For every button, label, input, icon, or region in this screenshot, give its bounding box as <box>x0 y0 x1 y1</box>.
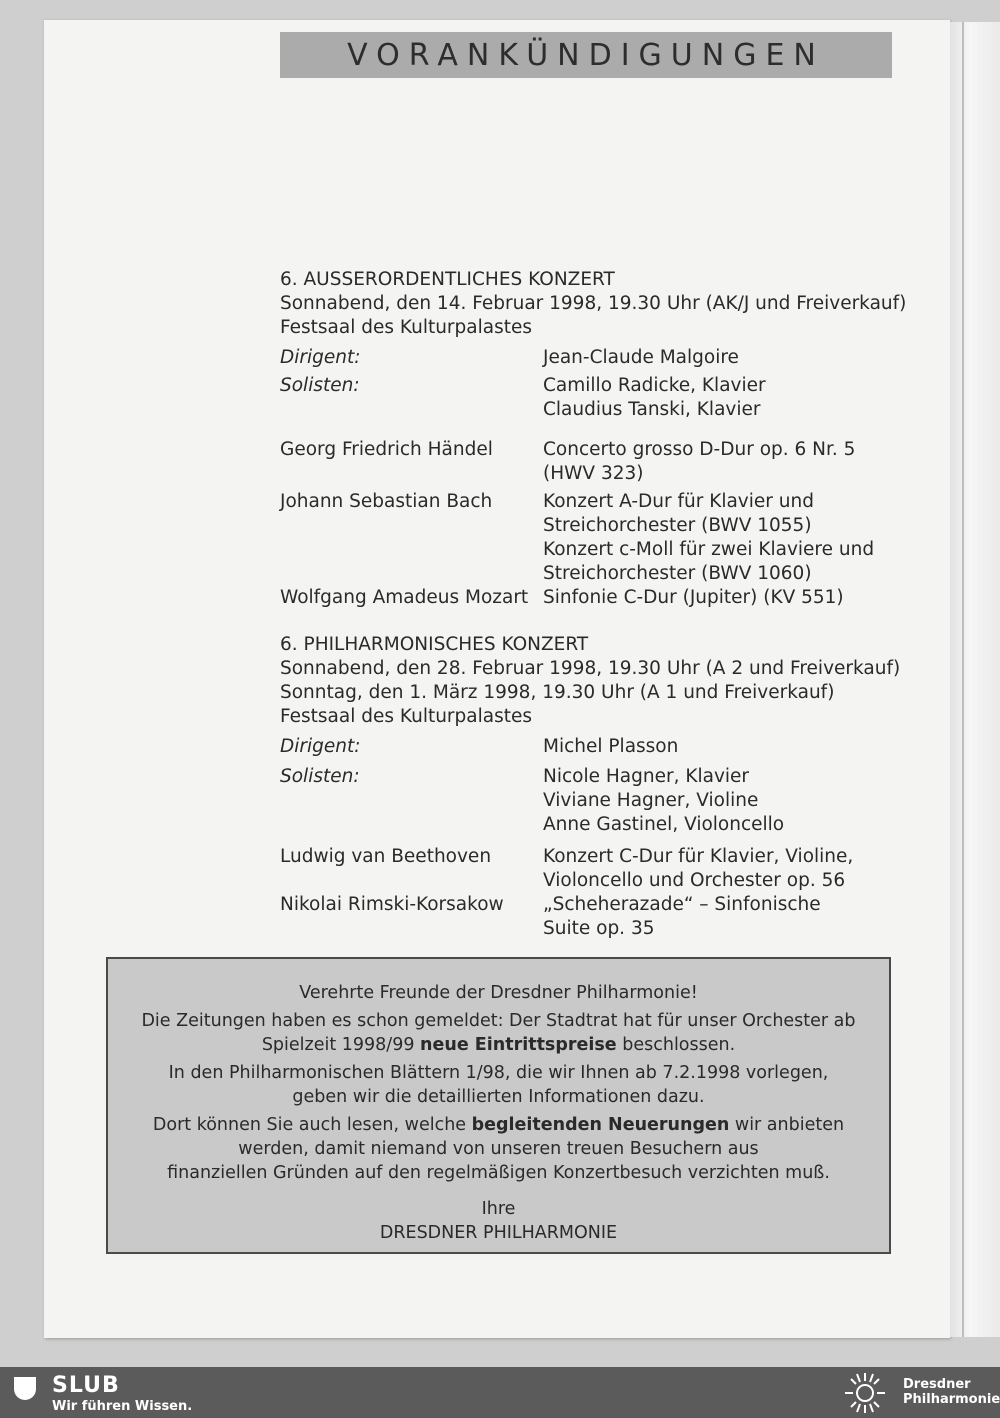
composer-name: Georg Friedrich Händel <box>280 439 493 460</box>
composer-name: Wolfgang Amadeus Mozart <box>280 587 529 608</box>
work-line: Violoncello und Orchester op. 56 <box>543 870 846 891</box>
notice-line: geben wir die detaillierten Informationen dazu. <box>292 1087 705 1107</box>
concert-2-soloists-row <box>280 765 900 837</box>
conductor-label: Dirigent: <box>280 347 361 368</box>
slub-logo-icon[interactable] <box>12 1375 38 1401</box>
work-line: Sinfonie C-Dur (Jupiter) (KV 551) <box>543 587 844 608</box>
notice-line: In den Philharmonischen Blättern 1/98, die wir Ihnen ab 7.2.1998 vorlegen, <box>168 1063 829 1083</box>
concert-1-title: 6. AUSSERORDENTLICHES KONZERT <box>280 269 615 290</box>
notice-box <box>106 957 891 1254</box>
footer-bar <box>0 1367 1000 1418</box>
notice-line <box>108 1033 889 1057</box>
soloists-label: Solisten: <box>280 375 360 396</box>
concert-1-soloists-row <box>280 374 906 422</box>
partner-line: Dresdner <box>903 1377 971 1392</box>
text-run: wir anbieten <box>729 1115 845 1135</box>
page-spine <box>950 22 1000 1337</box>
program-row-rimski-korsakow <box>280 893 900 941</box>
work-line: „Scheherazade“ – Sinfonische <box>543 894 821 915</box>
work-line: Concerto grosso D-Dur op. 6 Nr. 5 <box>543 439 856 460</box>
soloist: Camillo Radicke, Klavier <box>543 375 766 396</box>
dresdner-philharmonie-logo-icon[interactable] <box>842 1371 888 1415</box>
header-bar <box>280 32 892 78</box>
page-title: VORANKÜNDIGUNGEN <box>347 38 825 73</box>
text-run: Dort können Sie auch lesen, welche <box>152 1115 472 1135</box>
highlight-text: begleitenden Neuerungen <box>471 1115 730 1135</box>
dresdner-philharmonie-name[interactable] <box>903 1377 1000 1407</box>
notice-line: Die Zeitungen haben es schon gemeldet: Der Stadtrat hat für unser Orchester ab <box>141 1011 856 1031</box>
concert-1-conductor-row <box>280 346 906 370</box>
notice-line <box>108 1113 889 1137</box>
concert-2-conductor-row <box>280 735 900 759</box>
soloist: Claudius Tanski, Klavier <box>543 399 761 420</box>
program-row-mozart <box>280 586 906 610</box>
soloist: Anne Gastinel, Violoncello <box>543 814 785 835</box>
notice-greeting: Verehrte Freunde der Dresdner Philharmonie! <box>299 983 698 1003</box>
text-run: Spielzeit 1998/99 <box>261 1035 421 1055</box>
program-row-handel <box>280 438 906 486</box>
notice-signature: DRESDNER PHILHARMONIE <box>379 1223 618 1243</box>
notice-line: werden, damit niemand von unseren treuen Besuchern aus <box>238 1139 759 1159</box>
slub-tagline: Wir führen Wissen. <box>52 1399 193 1414</box>
concert-1 <box>280 268 906 610</box>
work-line: Streichorchester (BWV 1055) <box>543 515 812 536</box>
text-run: beschlossen. <box>616 1035 736 1055</box>
notice-closing: Ihre <box>481 1199 516 1219</box>
conductor-name: Jean-Claude Malgoire <box>543 347 739 368</box>
program-row-beethoven <box>280 845 900 893</box>
soloist: Nicole Hagner, Klavier <box>543 766 750 787</box>
composer-name: Nikolai Rimski-Korsakow <box>280 894 504 915</box>
spine-line <box>962 22 964 1337</box>
partner-line: Philharmonie <box>903 1392 1000 1407</box>
conductor-label: Dirigent: <box>280 736 361 757</box>
concert-2-date-2: Sonntag, den 1. März 1998, 19.30 Uhr (A 1 und Freiverkauf) <box>280 682 835 703</box>
notice-line: finanziellen Gründen auf den regelmäßigen Konzertbesuch verzichten muß. <box>167 1163 830 1183</box>
work-line: Konzert c-Moll für zwei Klaviere und <box>543 539 875 560</box>
concert-2-title: 6. PHILHARMONISCHES KONZERT <box>280 634 589 655</box>
concert-2-venue: Festsaal des Kulturpalastes <box>280 706 533 727</box>
composer-name: Johann Sebastian Bach <box>280 491 493 512</box>
work-line: Konzert C-Dur für Klavier, Violine, <box>543 846 854 867</box>
program-row-bach <box>280 490 906 586</box>
work-line: Suite op. 35 <box>543 918 655 939</box>
soloist: Viviane Hagner, Violine <box>543 790 759 811</box>
concert-2-date-1: Sonnabend, den 28. Februar 1998, 19.30 Uhr (A 2 und Freiverkauf) <box>280 658 901 679</box>
work-line: Konzert A-Dur für Klavier und <box>543 491 814 512</box>
soloists-label: Solisten: <box>280 766 360 787</box>
conductor-name: Michel Plasson <box>543 736 679 757</box>
slub-name[interactable]: SLUB <box>52 1373 120 1398</box>
composer-name: Ludwig van Beethoven <box>280 846 492 867</box>
concert-1-venue: Festsaal des Kulturpalastes <box>280 317 533 338</box>
concert-2 <box>280 633 900 941</box>
work-line: Streichorchester (BWV 1060) <box>543 563 812 584</box>
work-line: (HWV 323) <box>543 463 644 484</box>
concert-1-date: Sonnabend, den 14. Februar 1998, 19.30 Uhr (AK/J und Freiverkauf) <box>280 293 907 314</box>
highlight-text: neue Eintrittspreise <box>420 1035 617 1055</box>
